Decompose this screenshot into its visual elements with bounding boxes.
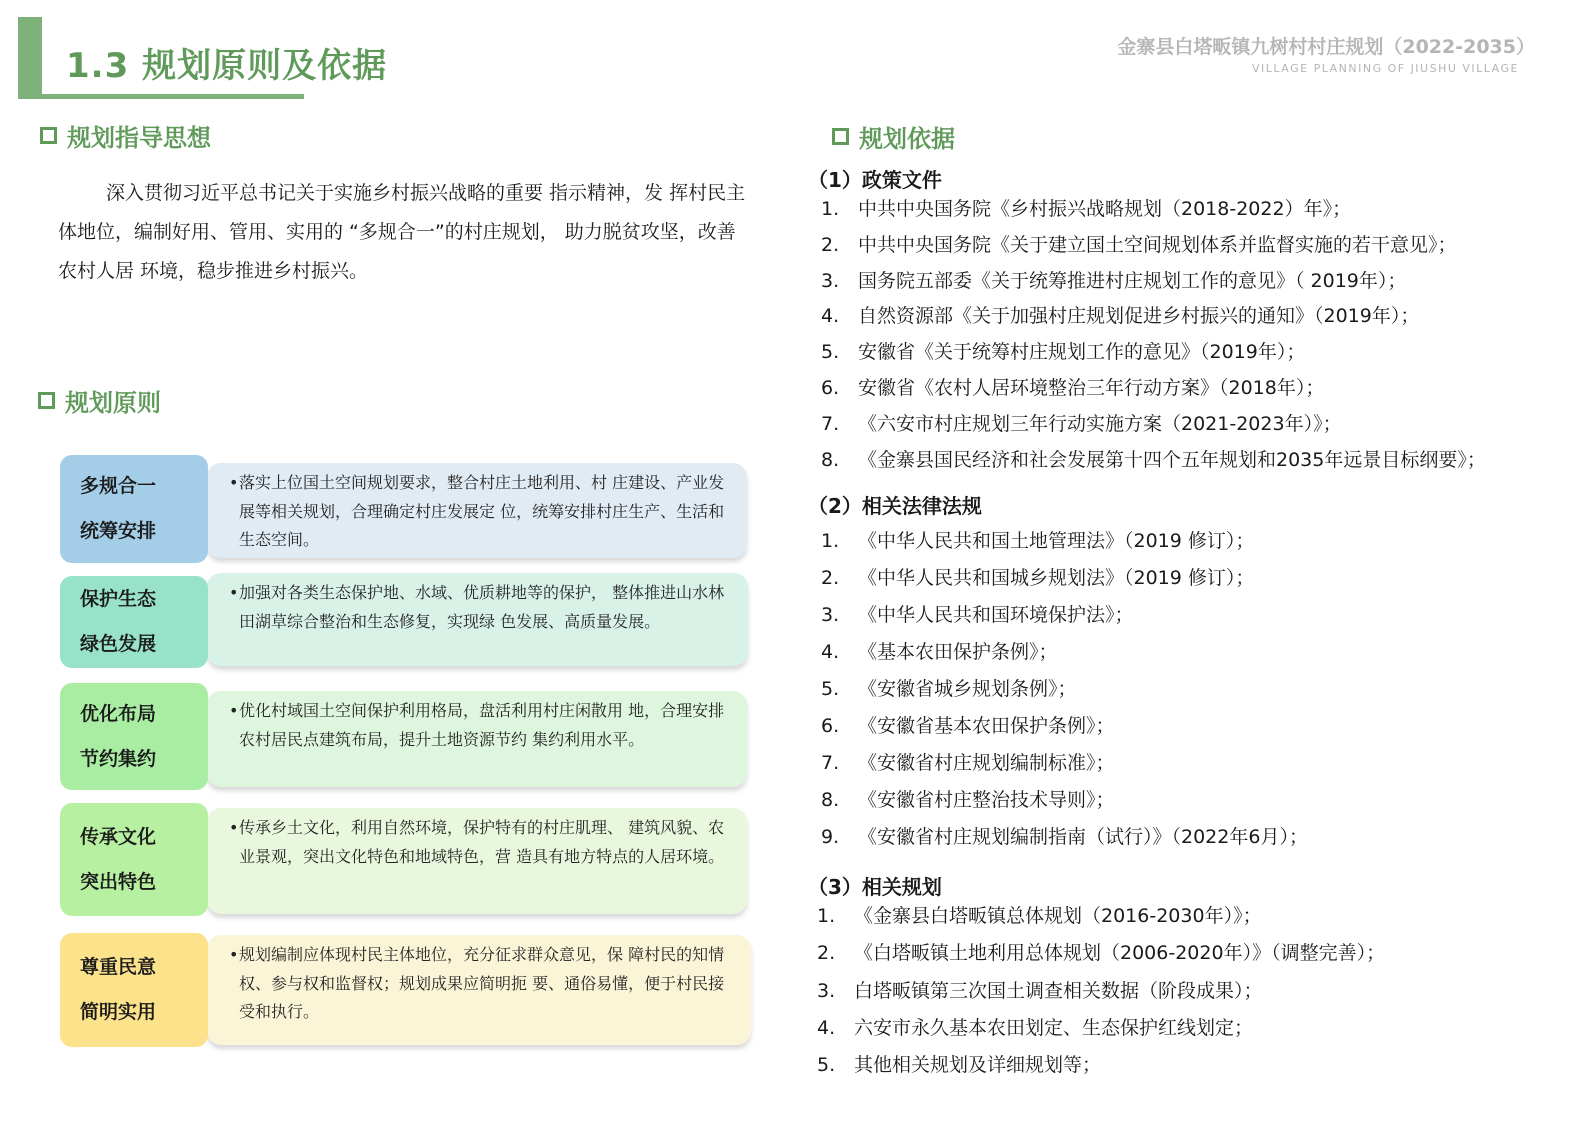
list-item-number: 6. [821, 715, 840, 737]
list-item-number: 7. [821, 412, 840, 435]
principle-label [60, 683, 208, 790]
list-item-text: 自然资源部《关于加强村庄规划促进乡村振兴的通知》（2019年）； [858, 305, 1420, 328]
list-item-number: 3. [817, 979, 836, 1002]
list-item-text: 《中华人民共和国土地管理法》（2019 修订）； [858, 530, 1255, 552]
list-item [821, 523, 1308, 560]
list-item [821, 745, 1308, 782]
list-item-number: 1. [817, 905, 836, 927]
basis-heading [832, 119, 955, 154]
principle-label-line2: 绿色发展 [80, 633, 157, 655]
list-item-text: 国务院五部委《关于统筹推进村庄规划工作的意见》（ 2019年）； [858, 269, 1407, 292]
list-item-number: 1. [821, 530, 840, 552]
principle-description: • 优化村域国土空间保护利用格局，盘活利用村庄闲散用 地，合理安排农村居民点建筑布局，提升土地资源节约 集约利用水平。 [207, 691, 747, 787]
list-item [821, 443, 1486, 479]
list-item [821, 708, 1308, 745]
list-item-text: 《安徽省村庄规划编制标准》； [858, 752, 1115, 774]
list-item [817, 973, 1385, 1010]
basis-group-title: （2）相关法律法规 [808, 494, 982, 518]
list-item-number: 2. [821, 567, 840, 589]
list-item-number: 4. [821, 305, 840, 328]
principle-label [60, 803, 208, 916]
list-item-text: 《六安市村庄规划三年行动实施方案（2021-2023年）》； [858, 412, 1342, 435]
list-item-text: 《中华人民共和国环境保护法》； [858, 604, 1134, 626]
title-underline [18, 94, 304, 99]
list-item-number: 2. [817, 942, 836, 965]
list-item-number: 5. [817, 1054, 836, 1077]
list-item-text: 白塔畈镇第三次国土调查相关数据（阶段成果）； [854, 979, 1263, 1002]
list-item [821, 597, 1308, 634]
principle-description: • 传承乡土文化，利用自然环境，保护特有的村庄肌理、 建筑风貌、农业景观，突出文化特色和地域特色，营 造具有地方特点的人居环境。 [207, 808, 747, 914]
principle-label [60, 933, 208, 1047]
principle-label-line1: 传承文化 [80, 825, 157, 848]
principle-card [60, 933, 752, 1048]
list-item-text: 中共中央国务院《乡村振兴战略规划（2018-2022）年》； [858, 198, 1352, 220]
list-item-number: 3. [821, 269, 840, 292]
related-plans-list [817, 898, 1385, 1084]
principle-card [60, 455, 752, 565]
list-item-text: 《金寨县国民经济和社会发展第十四个五年规划和2035年远景目标纲要》； [858, 448, 1486, 471]
policy-document-list [821, 192, 1486, 478]
principle-card [60, 803, 752, 917]
principle-label-line1: 多规合一 [80, 475, 157, 497]
list-item [821, 264, 1486, 300]
list-item-text: 《安徽省村庄规划编制指南（试行）》（2022年6月）； [858, 826, 1308, 848]
list-item-number: 3. [821, 604, 840, 626]
guiding-paragraph-text: 深入贯彻习近平总书记关于实施乡村振兴战略的重要 指示精神，发 挥村民主体地位，编制好用、管用、实用的 “多规合一”的村庄规划， 助力脱贫攻坚，改善农村人居 环境，稳步推进乡村振兴。 [58, 182, 746, 282]
list-item-number: 8. [821, 448, 840, 471]
list-item-text: 安徽省《农村人居环境整治三年行动方案》（2018年）； [858, 376, 1325, 399]
guiding-heading [40, 118, 211, 153]
list-item-text: 《安徽省基本农田保护条例》； [858, 715, 1115, 737]
basis-group-title: （1）政策文件 [808, 168, 942, 192]
principle-label [60, 576, 208, 668]
list-item-number: 5. [821, 678, 840, 700]
list-item-text: 《安徽省城乡规划条例》； [858, 678, 1077, 700]
list-item-number: 5. [821, 341, 840, 364]
list-item-text: 六安市永久基本农田划定、生态保护红线划定； [854, 1016, 1254, 1039]
list-item [821, 671, 1308, 708]
principles-heading [38, 383, 161, 418]
list-item-number: 8. [821, 789, 840, 811]
list-item [821, 782, 1308, 819]
list-item-number: 6. [821, 376, 840, 399]
principle-label [60, 455, 208, 563]
list-item-text: 安徽省《关于统筹村庄规划工作的意见》（2019年）； [858, 341, 1306, 364]
list-item [817, 1010, 1385, 1047]
square-bullet-icon [40, 127, 57, 144]
list-item [821, 192, 1486, 228]
list-item-number: 2. [821, 233, 840, 256]
square-bullet-icon [38, 392, 55, 409]
laws-regulations-list [821, 523, 1308, 856]
basis-heading-label: 规划依据 [859, 125, 955, 153]
principle-description: • 规划编制应体现村民主体地位，充分征求群众意见，保 障村民的知情权、参与权和监督权；规划成果应简明扼 要、通俗易懂，便于村民接受和执行。 [207, 935, 751, 1045]
list-item-number: 4. [817, 1016, 836, 1039]
page-title: 1.3 规划原则及依据 [66, 46, 388, 86]
list-item [821, 560, 1308, 597]
list-item-number: 4. [821, 641, 840, 663]
list-item [821, 335, 1486, 371]
guiding-heading-label: 规划指导思想 [67, 124, 211, 152]
principle-card [60, 576, 752, 670]
list-item [821, 634, 1308, 671]
principle-label-line1: 优化布局 [80, 702, 157, 725]
principle-description: • 加强对各类生态保护地、水域、优质耕地等的保护， 整体推进山水林田湖草综合整治和生态修复，实现绿 色发展、高质量发展。 [207, 573, 748, 666]
principles-heading-label: 规划原则 [65, 389, 161, 417]
principle-label-line2: 简明实用 [80, 1001, 157, 1023]
square-bullet-icon [832, 128, 849, 145]
list-item [821, 819, 1308, 856]
project-title: 金寨县白塔畈镇九树村村庄规划（2022-2035） [1117, 36, 1535, 58]
list-item-text: 《白塔畈镇土地利用总体规划（2006-2020年）》（调整完善）； [854, 942, 1386, 965]
principle-label-line2: 统筹安排 [80, 520, 157, 542]
basis-group-title: （3）相关规划 [808, 875, 942, 899]
list-item-text: 中共中央国务院《关于建立国土空间规划体系并监督实施的若干意见》； [858, 233, 1457, 256]
list-item [821, 371, 1486, 407]
principle-label-line2: 突出特色 [80, 870, 157, 893]
principle-card [60, 683, 752, 791]
list-item-text: 《安徽省村庄整治技术导则》； [858, 789, 1115, 811]
list-item-text: 《金寨县白塔畈镇总体规划（2016-2030年）》； [854, 905, 1262, 927]
title-accent-bar [18, 17, 42, 99]
list-item-text: 其他相关规划及详细规划等； [854, 1054, 1102, 1077]
list-item-number: 9. [821, 826, 840, 848]
list-item-number: 1. [821, 198, 840, 220]
list-item-text: 《基本农田保护条例》； [858, 641, 1058, 663]
list-item [817, 1047, 1385, 1084]
principle-label-line1: 保护生态 [80, 588, 157, 610]
guiding-paragraph [58, 174, 748, 291]
list-item [821, 299, 1486, 335]
list-item [821, 407, 1486, 443]
list-item [821, 228, 1486, 264]
list-item [817, 898, 1385, 935]
principle-label-line1: 尊重民意 [80, 956, 157, 978]
list-item [817, 935, 1385, 972]
list-item-text: 《中华人民共和国城乡规划法》（2019 修订）； [858, 567, 1255, 589]
list-item-number: 7. [821, 752, 840, 774]
project-subtitle: VILLAGE PLANNING OF JIUSHU VILLAGE [1252, 62, 1519, 75]
principle-label-line2: 节约集约 [80, 747, 157, 770]
principle-description: • 落实上位国土空间规划要求，整合村庄土地利用、村 庄建设、产业发展等相关规划，合理确定村庄发展定 位，统筹安排村庄生产、生活和生态空间。 [207, 463, 747, 558]
